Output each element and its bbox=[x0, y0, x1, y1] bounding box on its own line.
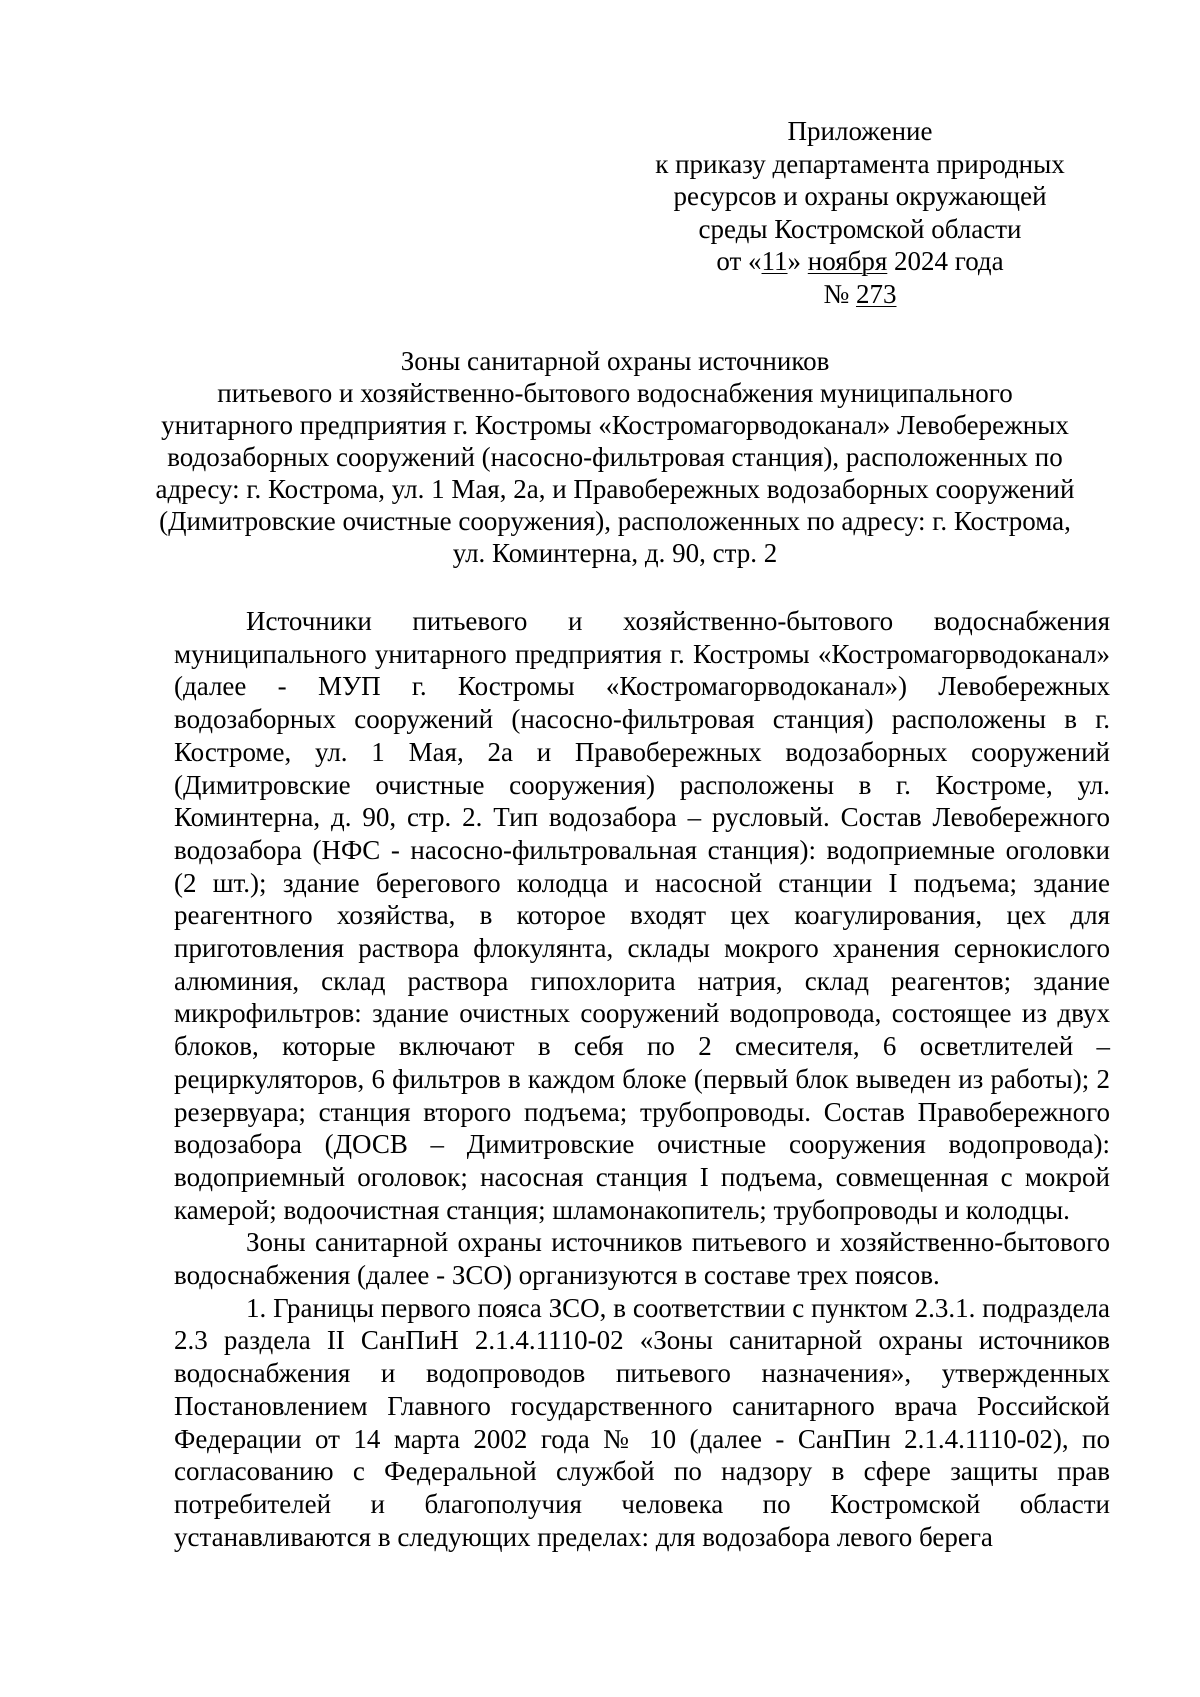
title-line: (Димитровские очистные сооружения), расположенных по адресу: г. Кострома, bbox=[159, 506, 1071, 536]
appendix-order-line: к приказу департамента природных bbox=[655, 148, 1065, 179]
body-paragraph: Источники питьевого и хозяйственно-бытового водоснабжения муниципального унитарного предприятия г. Костромы «Костромагорводоканал» (далее - МУП г. Костромы «Костромагорводоканал») Левобережных водозаборных сооружений (насосно-фильтровая станция) расположены в г. Костроме, ул. 1 Мая, 2а и Правобережных водозаборных сооружений (Димитровские очистные сооружения) расположены в г. Костроме, ул. Коминтерна, д. 90, стр. 2. Тип водозабора – русловый. Состав Левобережного водозабора (НФС - насосно-фильтровальная станция): водоприемные оголовки (2 шт.); здание берегового колодца и насосной станции I подъема; здание реагентного хозяйства, в которое входят цех коагулирования, цех для приготовления раствора флокулянта, склады мокрого хранения сернокислого алюминия, склад раствора гипохлорита натрия, склад реагентов; здание микрофильтров: здание очистных сооружений водопровода, состоящее из двух блоков, которые включают в себя по 2 смесителя, 6 осветлителей – рециркуляторов, 6 фильтров в каждом блоке (первый блок выведен из работы); 2 резервуара; станция второго подъема; трубопроводы. Состав Правобережного водозабора (ДОСВ – Димитровские очистные сооружения водопровода): водоприемный оголовок; насосная станция I подъема, совмещенная с мокрой камерой; водоочистная станция; шламонакопитель; трубопроводы и колодцы. bbox=[174, 606, 1110, 1225]
date-year: 2024 года bbox=[887, 246, 1004, 276]
date-separator: » bbox=[787, 246, 808, 276]
date-prefix: от « bbox=[716, 246, 762, 276]
number-prefix: № bbox=[823, 278, 856, 309]
body-paragraph: 1. Границы первого пояса ЗСО, в соответствии с пунктом 2.3.1. подраздела 2.3 раздела II СанПиН 2.1.4.1110-02 «Зоны санитарной охраны источников водоснабжения и водопроводов питьевого назначения», утвержденных Постановлением Главного государственного санитарного врача Российской Федерации от 14 марта 2002 года № 10 (далее - СанПин 2.1.4.1110-02), по согласованию с Федеральной службой по надзору в сфере защиты прав потребителей и благополучия человека по Костромской области устанавливаются в следующих пределах: для водозабора левого берега bbox=[174, 1292, 1110, 1552]
date-day: 11 bbox=[761, 246, 788, 276]
order-number: 273 bbox=[856, 278, 897, 309]
date-month: ноября bbox=[807, 246, 888, 276]
appendix-number-line bbox=[640, 278, 1080, 311]
appendix-header bbox=[640, 115, 1080, 310]
title-line: унитарного предприятия г. Костромы «Костромагорводоканал» Левобережных bbox=[161, 410, 1069, 440]
appendix-label: Приложение bbox=[787, 116, 933, 146]
title-line: питьевого и хозяйственно-бытового водоснабжения муниципального bbox=[217, 378, 1013, 408]
appendix-date-line bbox=[640, 245, 1080, 278]
body-paragraph: Зоны санитарной охраны источников питьевого и хозяйственно-бытового водоснабжения (далее - ЗСО) организуются в составе трех поясов. bbox=[174, 1227, 1110, 1291]
title-line: Зоны санитарной охраны источников bbox=[400, 346, 830, 376]
title-line: адресу: г. Кострома, ул. 1 Мая, 2а, и Правобережных водозаборных сооружений bbox=[155, 474, 1075, 504]
document-title bbox=[120, 345, 1110, 569]
appendix-region-line: среды Костромской области bbox=[698, 213, 1022, 244]
document-body bbox=[174, 605, 1110, 1553]
appendix-department-line: ресурсов и охраны окружающей bbox=[673, 181, 1047, 211]
title-line: ул. Коминтерна, д. 90, стр. 2 bbox=[452, 538, 778, 568]
title-line: водозаборных сооружений (насосно-фильтровая станция), расположенных по bbox=[167, 442, 1063, 472]
